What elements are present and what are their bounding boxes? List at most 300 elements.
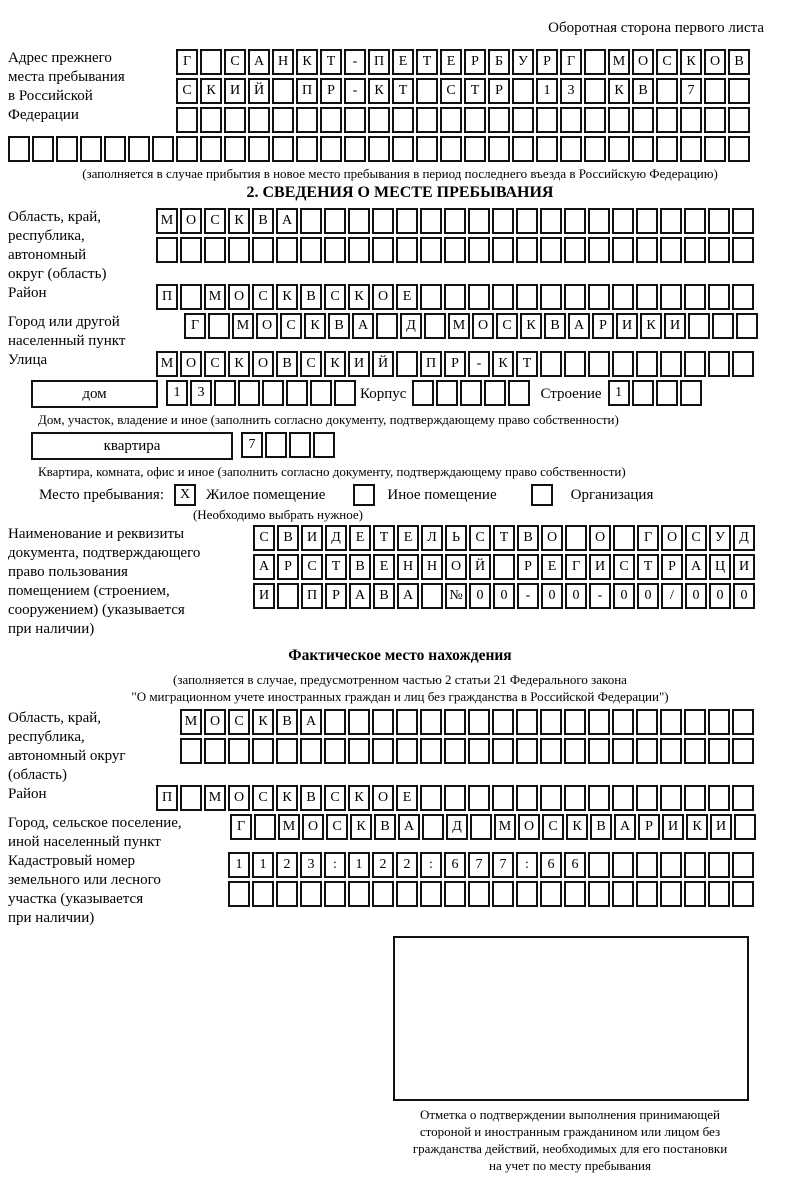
char-cell[interactable]: К: [252, 709, 274, 735]
char-cell[interactable]: Н: [272, 49, 294, 75]
char-cell[interactable]: О: [372, 284, 394, 310]
char-cell[interactable]: В: [728, 49, 750, 75]
char-cell[interactable]: О: [204, 709, 226, 735]
char-cell[interactable]: [516, 738, 538, 764]
char-cell[interactable]: А: [352, 313, 374, 339]
char-cell[interactable]: П: [420, 351, 442, 377]
char-cell[interactable]: [636, 709, 658, 735]
char-cell[interactable]: Р: [320, 78, 342, 104]
char-cell[interactable]: [732, 237, 754, 263]
char-cell[interactable]: Р: [488, 78, 510, 104]
char-cell[interactable]: [272, 78, 294, 104]
char-cell[interactable]: И: [664, 313, 686, 339]
char-cell[interactable]: [200, 49, 222, 75]
char-cell[interactable]: [732, 208, 754, 234]
char-cell[interactable]: [464, 136, 486, 162]
char-cell[interactable]: [224, 136, 246, 162]
char-cell[interactable]: [376, 313, 398, 339]
char-cell[interactable]: [444, 237, 466, 263]
char-cell[interactable]: О: [518, 814, 540, 840]
char-cell[interactable]: М: [204, 284, 226, 310]
char-cell[interactable]: С: [204, 208, 226, 234]
char-cell[interactable]: [540, 284, 562, 310]
char-cell[interactable]: [348, 881, 370, 907]
char-cell[interactable]: [180, 237, 202, 263]
char-cell[interactable]: С: [300, 351, 322, 377]
char-cell[interactable]: С: [613, 554, 635, 580]
char-cell[interactable]: П: [156, 785, 178, 811]
char-cell[interactable]: 1: [228, 852, 250, 878]
char-cell[interactable]: [224, 107, 246, 133]
char-cell[interactable]: Т: [416, 49, 438, 75]
char-cell[interactable]: [488, 107, 510, 133]
char-cell[interactable]: [348, 709, 370, 735]
char-cell[interactable]: [8, 136, 30, 162]
char-cell[interactable]: [734, 814, 756, 840]
char-cell[interactable]: Б: [488, 49, 510, 75]
char-cell[interactable]: 1: [536, 78, 558, 104]
char-cell[interactable]: [508, 380, 530, 406]
char-cell[interactable]: [412, 380, 434, 406]
char-cell[interactable]: Й: [469, 554, 491, 580]
char-cell[interactable]: [516, 284, 538, 310]
char-cell[interactable]: Р: [464, 49, 486, 75]
char-cell[interactable]: [276, 881, 298, 907]
char-cell[interactable]: М: [180, 709, 202, 735]
char-cell[interactable]: [228, 881, 250, 907]
char-cell[interactable]: [396, 351, 418, 377]
char-cell[interactable]: [704, 78, 726, 104]
char-cell[interactable]: [636, 237, 658, 263]
char-cell[interactable]: С: [324, 785, 346, 811]
char-cell[interactable]: [468, 208, 490, 234]
char-cell[interactable]: [420, 237, 442, 263]
char-cell[interactable]: [732, 351, 754, 377]
char-cell[interactable]: А: [397, 583, 419, 609]
char-cell[interactable]: К: [200, 78, 222, 104]
char-cell[interactable]: [444, 709, 466, 735]
char-cell[interactable]: [516, 881, 538, 907]
char-cell[interactable]: [276, 237, 298, 263]
char-cell[interactable]: Л: [421, 525, 443, 551]
char-cell[interactable]: [584, 136, 606, 162]
char-cell[interactable]: Р: [536, 49, 558, 75]
char-cell[interactable]: [560, 107, 582, 133]
char-cell[interactable]: -: [468, 351, 490, 377]
char-cell[interactable]: Р: [444, 351, 466, 377]
char-cell[interactable]: [416, 136, 438, 162]
char-cell[interactable]: [512, 107, 534, 133]
char-cell[interactable]: [680, 136, 702, 162]
char-cell[interactable]: [214, 380, 236, 406]
char-cell[interactable]: [684, 237, 706, 263]
checkbox-organization[interactable]: [531, 484, 553, 506]
char-cell[interactable]: [492, 881, 514, 907]
char-cell[interactable]: [684, 351, 706, 377]
char-cell[interactable]: [254, 814, 276, 840]
char-cell[interactable]: 3: [190, 380, 212, 406]
char-cell[interactable]: К: [686, 814, 708, 840]
char-cell[interactable]: [613, 525, 635, 551]
char-cell[interactable]: Т: [464, 78, 486, 104]
char-cell[interactable]: И: [733, 554, 755, 580]
checkbox-other-premises[interactable]: [353, 484, 375, 506]
char-cell[interactable]: [608, 136, 630, 162]
char-cell[interactable]: О: [228, 284, 250, 310]
char-cell[interactable]: [372, 738, 394, 764]
char-cell[interactable]: Р: [638, 814, 660, 840]
char-cell[interactable]: [180, 785, 202, 811]
char-cell[interactable]: С: [252, 785, 274, 811]
char-cell[interactable]: [612, 208, 634, 234]
char-cell[interactable]: [588, 237, 610, 263]
char-cell[interactable]: О: [180, 208, 202, 234]
char-cell[interactable]: И: [348, 351, 370, 377]
char-cell[interactable]: [492, 709, 514, 735]
char-cell[interactable]: Е: [349, 525, 371, 551]
char-cell[interactable]: [324, 881, 346, 907]
char-cell[interactable]: С: [253, 525, 275, 551]
char-cell[interactable]: [680, 380, 702, 406]
char-cell[interactable]: 2: [372, 852, 394, 878]
char-cell[interactable]: [156, 237, 178, 263]
char-cell[interactable]: [372, 709, 394, 735]
char-cell[interactable]: В: [590, 814, 612, 840]
char-cell[interactable]: Д: [325, 525, 347, 551]
char-cell[interactable]: [684, 738, 706, 764]
char-cell[interactable]: [344, 136, 366, 162]
char-cell[interactable]: К: [276, 284, 298, 310]
char-cell[interactable]: [612, 785, 634, 811]
char-cell[interactable]: [180, 738, 202, 764]
char-cell[interactable]: [372, 881, 394, 907]
char-cell[interactable]: [656, 136, 678, 162]
char-cell[interactable]: [300, 237, 322, 263]
char-cell[interactable]: А: [568, 313, 590, 339]
char-cell[interactable]: [272, 136, 294, 162]
char-cell[interactable]: М: [608, 49, 630, 75]
char-cell[interactable]: Д: [446, 814, 468, 840]
char-cell[interactable]: [708, 351, 730, 377]
char-cell[interactable]: :: [324, 852, 346, 878]
char-cell[interactable]: О: [661, 525, 683, 551]
char-cell[interactable]: С: [440, 78, 462, 104]
char-cell[interactable]: А: [614, 814, 636, 840]
char-cell[interactable]: [324, 208, 346, 234]
char-cell[interactable]: [348, 208, 370, 234]
char-cell[interactable]: В: [517, 525, 539, 551]
char-cell[interactable]: К: [228, 208, 250, 234]
char-cell[interactable]: 6: [540, 852, 562, 878]
char-cell[interactable]: [300, 208, 322, 234]
char-cell[interactable]: [636, 738, 658, 764]
char-cell[interactable]: 1: [608, 380, 630, 406]
char-cell[interactable]: [324, 709, 346, 735]
char-cell[interactable]: Ц: [709, 554, 731, 580]
char-cell[interactable]: [684, 284, 706, 310]
char-cell[interactable]: [272, 107, 294, 133]
char-cell[interactable]: [564, 738, 586, 764]
char-cell[interactable]: [540, 785, 562, 811]
flat-box[interactable]: квартира: [31, 432, 233, 460]
char-cell[interactable]: [632, 380, 654, 406]
char-cell[interactable]: В: [373, 583, 395, 609]
char-cell[interactable]: 7: [680, 78, 702, 104]
char-cell[interactable]: С: [324, 284, 346, 310]
char-cell[interactable]: [252, 738, 274, 764]
char-cell[interactable]: [248, 136, 270, 162]
char-cell[interactable]: [708, 785, 730, 811]
char-cell[interactable]: [470, 814, 492, 840]
char-cell[interactable]: О: [704, 49, 726, 75]
char-cell[interactable]: [612, 881, 634, 907]
char-cell[interactable]: [56, 136, 78, 162]
char-cell[interactable]: [660, 738, 682, 764]
char-cell[interactable]: [660, 237, 682, 263]
char-cell[interactable]: [684, 852, 706, 878]
char-cell[interactable]: [632, 107, 654, 133]
char-cell[interactable]: [320, 107, 342, 133]
char-cell[interactable]: К: [276, 785, 298, 811]
char-cell[interactable]: [396, 237, 418, 263]
char-cell[interactable]: [564, 709, 586, 735]
char-cell[interactable]: С: [542, 814, 564, 840]
char-cell[interactable]: [584, 49, 606, 75]
char-cell[interactable]: [320, 136, 342, 162]
char-cell[interactable]: А: [398, 814, 420, 840]
char-cell[interactable]: У: [709, 525, 731, 551]
char-cell[interactable]: [420, 738, 442, 764]
char-cell[interactable]: [540, 208, 562, 234]
char-cell[interactable]: [564, 881, 586, 907]
char-cell[interactable]: [204, 738, 226, 764]
char-cell[interactable]: 0: [565, 583, 587, 609]
char-cell[interactable]: В: [328, 313, 350, 339]
char-cell[interactable]: О: [252, 351, 274, 377]
char-cell[interactable]: О: [541, 525, 563, 551]
char-cell[interactable]: Е: [396, 284, 418, 310]
char-cell[interactable]: [564, 237, 586, 263]
char-cell[interactable]: [636, 284, 658, 310]
char-cell[interactable]: [396, 738, 418, 764]
char-cell[interactable]: Р: [517, 554, 539, 580]
char-cell[interactable]: Е: [397, 525, 419, 551]
char-cell[interactable]: [492, 785, 514, 811]
char-cell[interactable]: [708, 208, 730, 234]
char-cell[interactable]: [564, 208, 586, 234]
char-cell[interactable]: 1: [348, 852, 370, 878]
char-cell[interactable]: :: [420, 852, 442, 878]
char-cell[interactable]: П: [156, 284, 178, 310]
char-cell[interactable]: К: [368, 78, 390, 104]
char-cell[interactable]: Й: [248, 78, 270, 104]
char-cell[interactable]: П: [301, 583, 323, 609]
char-cell[interactable]: [464, 107, 486, 133]
char-cell[interactable]: [656, 78, 678, 104]
char-cell[interactable]: [588, 738, 610, 764]
char-cell[interactable]: [324, 237, 346, 263]
char-cell[interactable]: Й: [372, 351, 394, 377]
char-cell[interactable]: [436, 380, 458, 406]
char-cell[interactable]: [128, 136, 150, 162]
char-cell[interactable]: Т: [516, 351, 538, 377]
char-cell[interactable]: [512, 78, 534, 104]
char-cell[interactable]: [636, 881, 658, 907]
char-cell[interactable]: [468, 709, 490, 735]
char-cell[interactable]: Г: [565, 554, 587, 580]
char-cell[interactable]: А: [248, 49, 270, 75]
char-cell[interactable]: Ь: [445, 525, 467, 551]
char-cell[interactable]: С: [496, 313, 518, 339]
char-cell[interactable]: К: [608, 78, 630, 104]
char-cell[interactable]: [636, 351, 658, 377]
char-cell[interactable]: 0: [709, 583, 731, 609]
char-cell[interactable]: К: [680, 49, 702, 75]
char-cell[interactable]: 2: [396, 852, 418, 878]
char-cell[interactable]: [396, 709, 418, 735]
char-cell[interactable]: [656, 107, 678, 133]
char-cell[interactable]: [512, 136, 534, 162]
char-cell[interactable]: Г: [176, 49, 198, 75]
char-cell[interactable]: [468, 284, 490, 310]
char-cell[interactable]: [444, 738, 466, 764]
char-cell[interactable]: В: [252, 208, 274, 234]
char-cell[interactable]: [660, 881, 682, 907]
char-cell[interactable]: [612, 709, 634, 735]
char-cell[interactable]: -: [589, 583, 611, 609]
char-cell[interactable]: К: [492, 351, 514, 377]
char-cell[interactable]: [708, 709, 730, 735]
char-cell[interactable]: [612, 852, 634, 878]
char-cell[interactable]: [488, 136, 510, 162]
char-cell[interactable]: [584, 107, 606, 133]
char-cell[interactable]: [540, 709, 562, 735]
char-cell[interactable]: [422, 814, 444, 840]
char-cell[interactable]: М: [232, 313, 254, 339]
char-cell[interactable]: [584, 78, 606, 104]
char-cell[interactable]: Р: [325, 583, 347, 609]
char-cell[interactable]: [516, 785, 538, 811]
char-cell[interactable]: -: [344, 78, 366, 104]
char-cell[interactable]: [608, 107, 630, 133]
char-cell[interactable]: [612, 738, 634, 764]
char-cell[interactable]: Е: [396, 785, 418, 811]
char-cell[interactable]: М: [204, 785, 226, 811]
char-cell[interactable]: [636, 785, 658, 811]
char-cell[interactable]: [368, 107, 390, 133]
char-cell[interactable]: 3: [560, 78, 582, 104]
char-cell[interactable]: Г: [637, 525, 659, 551]
char-cell[interactable]: [540, 351, 562, 377]
char-cell[interactable]: [300, 738, 322, 764]
char-cell[interactable]: [684, 881, 706, 907]
char-cell[interactable]: Р: [277, 554, 299, 580]
char-cell[interactable]: А: [253, 554, 275, 580]
char-cell[interactable]: О: [228, 785, 250, 811]
char-cell[interactable]: К: [566, 814, 588, 840]
char-cell[interactable]: [468, 881, 490, 907]
char-cell[interactable]: В: [544, 313, 566, 339]
char-cell[interactable]: [588, 709, 610, 735]
char-cell[interactable]: [468, 237, 490, 263]
char-cell[interactable]: [348, 738, 370, 764]
char-cell[interactable]: Г: [560, 49, 582, 75]
char-cell[interactable]: [344, 107, 366, 133]
char-cell[interactable]: И: [616, 313, 638, 339]
char-cell[interactable]: [420, 709, 442, 735]
char-cell[interactable]: [688, 313, 710, 339]
char-cell[interactable]: [732, 785, 754, 811]
char-cell[interactable]: О: [372, 785, 394, 811]
char-cell[interactable]: [152, 136, 174, 162]
char-cell[interactable]: 6: [444, 852, 466, 878]
char-cell[interactable]: [492, 237, 514, 263]
char-cell[interactable]: 7: [468, 852, 490, 878]
char-cell[interactable]: [440, 107, 462, 133]
char-cell[interactable]: 0: [685, 583, 707, 609]
char-cell[interactable]: [660, 284, 682, 310]
char-cell[interactable]: [656, 380, 678, 406]
char-cell[interactable]: [728, 107, 750, 133]
char-cell[interactable]: [416, 107, 438, 133]
char-cell[interactable]: К: [304, 313, 326, 339]
char-cell[interactable]: Т: [320, 49, 342, 75]
char-cell[interactable]: [248, 107, 270, 133]
char-cell[interactable]: [252, 881, 274, 907]
char-cell[interactable]: [289, 432, 311, 458]
char-cell[interactable]: [612, 351, 634, 377]
char-cell[interactable]: К: [520, 313, 542, 339]
char-cell[interactable]: 2: [276, 852, 298, 878]
char-cell[interactable]: К: [348, 284, 370, 310]
char-cell[interactable]: [420, 785, 442, 811]
char-cell[interactable]: [565, 525, 587, 551]
char-cell[interactable]: [334, 380, 356, 406]
char-cell[interactable]: В: [374, 814, 396, 840]
checkbox-residential[interactable]: X: [174, 484, 196, 506]
char-cell[interactable]: [564, 284, 586, 310]
char-cell[interactable]: Е: [440, 49, 462, 75]
char-cell[interactable]: [684, 208, 706, 234]
char-cell[interactable]: Т: [637, 554, 659, 580]
char-cell[interactable]: 1: [252, 852, 274, 878]
char-cell[interactable]: [588, 284, 610, 310]
char-cell[interactable]: М: [448, 313, 470, 339]
char-cell[interactable]: [176, 107, 198, 133]
char-cell[interactable]: Г: [184, 313, 206, 339]
char-cell[interactable]: [516, 208, 538, 234]
char-cell[interactable]: [468, 785, 490, 811]
char-cell[interactable]: [310, 380, 332, 406]
char-cell[interactable]: [396, 881, 418, 907]
char-cell[interactable]: [392, 107, 414, 133]
char-cell[interactable]: [708, 738, 730, 764]
char-cell[interactable]: [660, 852, 682, 878]
char-cell[interactable]: [680, 107, 702, 133]
char-cell[interactable]: [588, 785, 610, 811]
char-cell[interactable]: [660, 785, 682, 811]
char-cell[interactable]: -: [517, 583, 539, 609]
house-box[interactable]: дом: [31, 380, 158, 408]
char-cell[interactable]: [262, 380, 284, 406]
char-cell[interactable]: 3: [300, 852, 322, 878]
char-cell[interactable]: Т: [392, 78, 414, 104]
char-cell[interactable]: С: [204, 351, 226, 377]
char-cell[interactable]: Р: [592, 313, 614, 339]
char-cell[interactable]: И: [710, 814, 732, 840]
char-cell[interactable]: [588, 881, 610, 907]
char-cell[interactable]: К: [348, 785, 370, 811]
